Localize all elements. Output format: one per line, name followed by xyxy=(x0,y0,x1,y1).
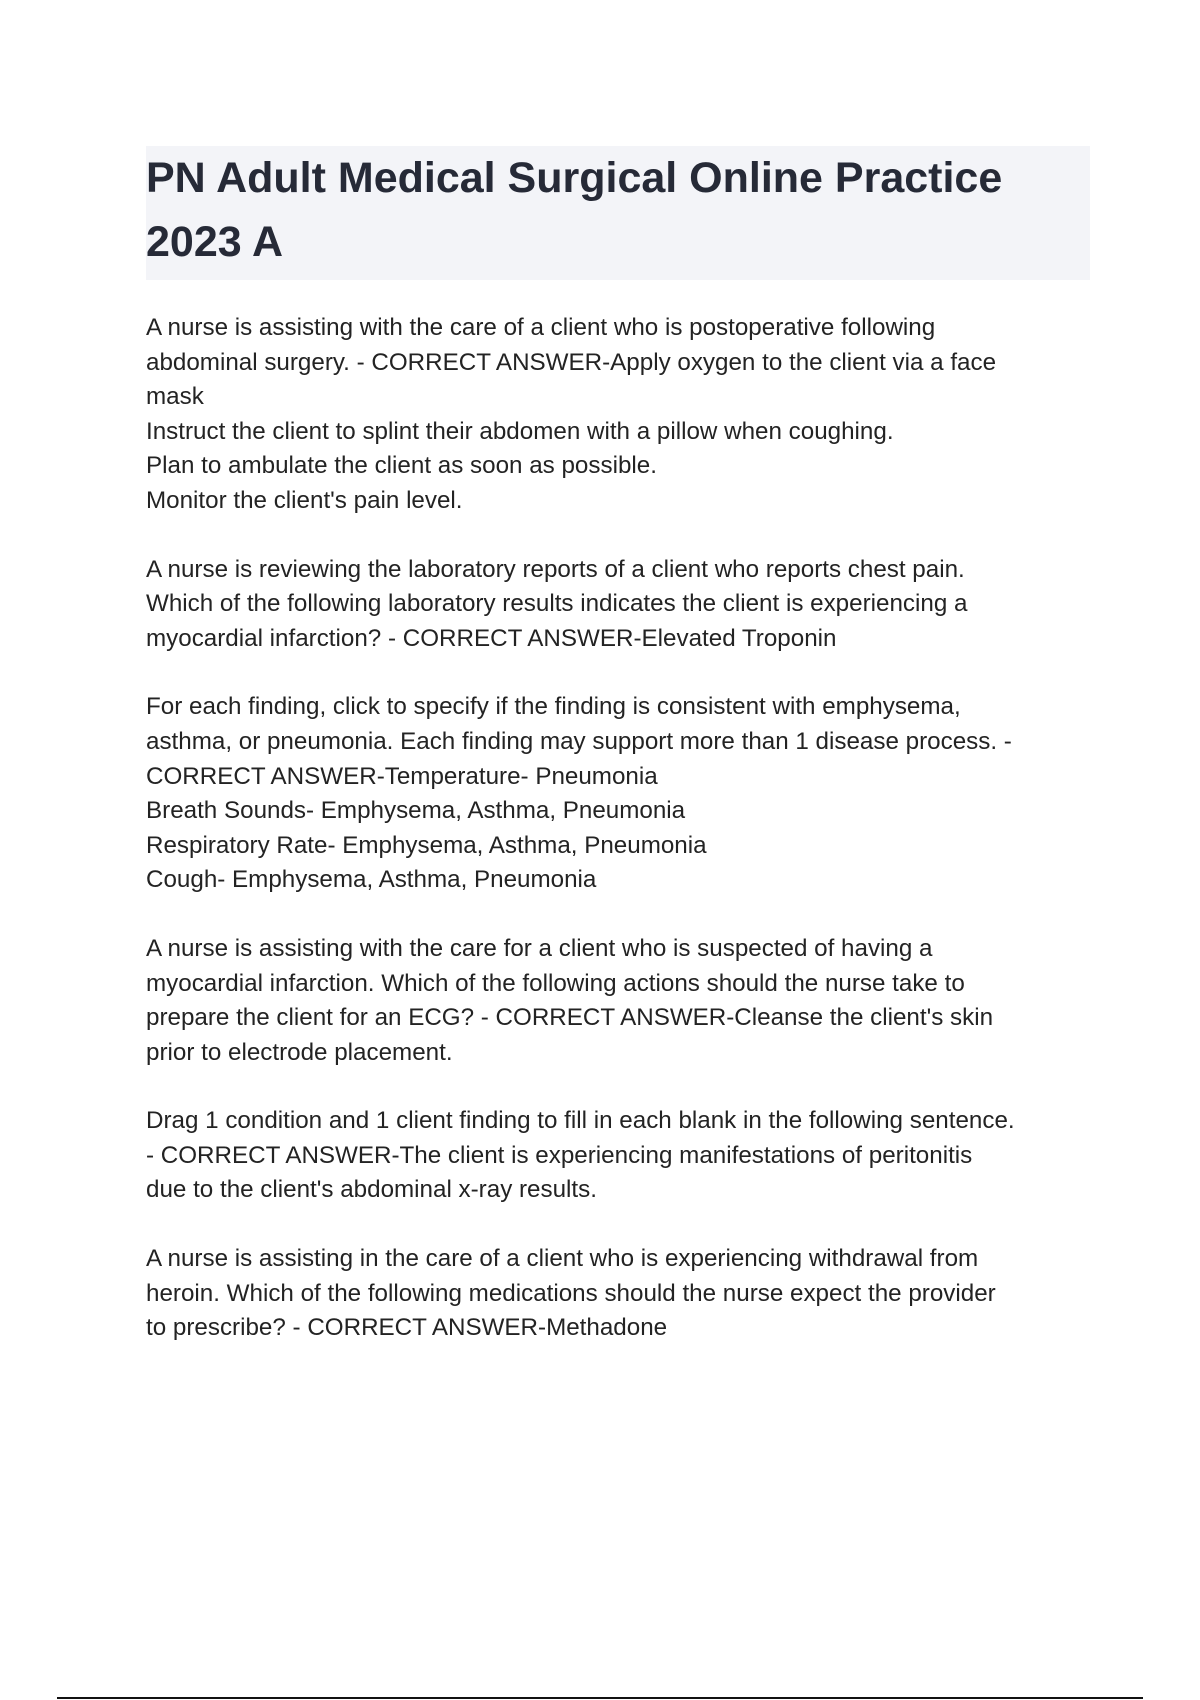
qa-line: abdominal surgery. - CORRECT ANSWER-Apply oxygen to the client via a face xyxy=(146,348,997,376)
qa-line: A nurse is assisting with the care for a client who is suspected of having a xyxy=(146,934,933,962)
qa-line: heroin. Which of the following medications should the nurse expect the provider xyxy=(146,1279,996,1307)
qa-entry-1 xyxy=(146,311,1106,519)
qa-line: Breath Sounds- Emphysema, Asthma, Pneumonia xyxy=(146,797,686,825)
qa-line: Cough- Emphysema, Asthma, Pneumonia xyxy=(146,866,597,894)
qa-line: For each finding, click to specify if the finding is consistent with emphysema, xyxy=(146,693,961,721)
qa-line: Respiratory Rate- Emphysema, Asthma, Pneumonia xyxy=(146,831,707,859)
qa-entry-4 xyxy=(146,932,1106,1070)
qa-entry-2 xyxy=(146,553,1106,657)
title-banner xyxy=(146,146,1090,280)
qa-list xyxy=(146,311,1106,1380)
qa-line: mask xyxy=(146,383,204,411)
qa-line: prepare the client for an ECG? - CORRECT ANSWER-Cleanse the client's skin xyxy=(146,1004,994,1032)
qa-line: myocardial infarction. Which of the following actions should the nurse take to xyxy=(146,969,965,997)
qa-line: A nurse is assisting with the care of a client who is postoperative following xyxy=(146,314,936,341)
qa-line: asthma, or pneumonia. Each finding may support more than 1 disease process. - xyxy=(146,727,1012,755)
qa-line: Monitor the client's pain level. xyxy=(146,486,463,514)
qa-line: Instruct the client to splint their abdomen with a pillow when coughing. xyxy=(146,417,894,445)
footer-divider xyxy=(57,1697,1143,1699)
qa-line: Drag 1 condition and 1 client finding to fill in each blank in the following sentence. xyxy=(146,1107,1015,1135)
qa-line: A nurse is assisting in the care of a client who is experiencing withdrawal from xyxy=(146,1245,979,1273)
qa-line: to prescribe? - CORRECT ANSWER-Methadone xyxy=(146,1314,668,1342)
qa-line: A nurse is reviewing the laboratory reports of a client who reports chest pain. xyxy=(146,555,965,583)
qa-entry-5 xyxy=(146,1104,1106,1208)
qa-line: - CORRECT ANSWER-The client is experiencing manifestations of peritonitis xyxy=(146,1141,973,1169)
page-title: PN Adult Medical Surgical Online Practice 2023 A xyxy=(146,154,1003,266)
qa-entry-6 xyxy=(146,1242,1106,1346)
qa-line: Which of the following laboratory results indicates the client is experiencing a xyxy=(146,590,968,618)
qa-line: due to the client's abdominal x-ray results. xyxy=(146,1176,597,1204)
qa-entry-3 xyxy=(146,690,1106,898)
qa-line: prior to electrode placement. xyxy=(146,1038,453,1066)
qa-line: CORRECT ANSWER-Temperature- Pneumonia xyxy=(146,762,658,790)
qa-line: myocardial infarction? - CORRECT ANSWER-Elevated Troponin xyxy=(146,624,837,652)
qa-line: Plan to ambulate the client as soon as possible. xyxy=(146,452,657,480)
